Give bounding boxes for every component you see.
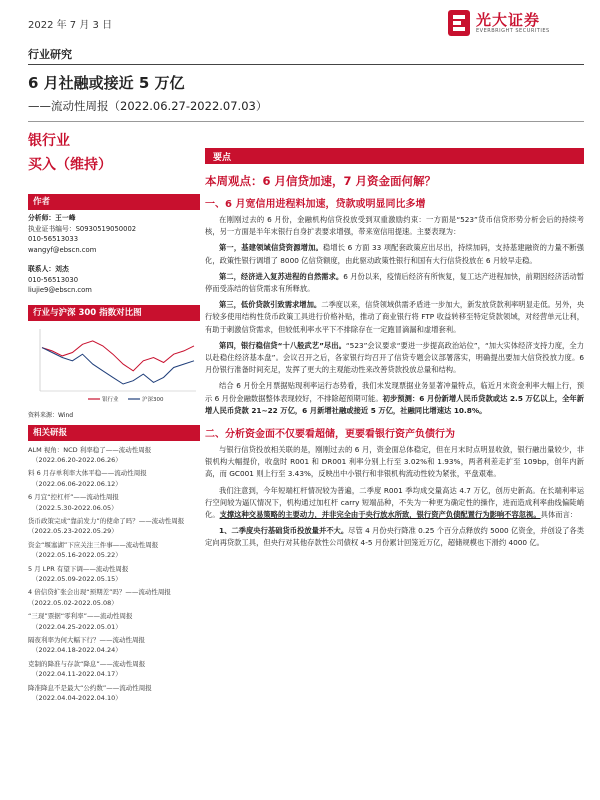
report-date: 2022 年 7 月 3 日 xyxy=(28,20,113,31)
chart-section-header: 行业与沪深 300 指数对比图 xyxy=(28,305,200,321)
s2-p2-end: 具体而言： xyxy=(540,510,578,520)
s1-paragraph-5 xyxy=(205,340,584,377)
logo-chinese-name: 光大证券 xyxy=(476,11,541,29)
s1-p3-body: 6 月份以来，疫情后经济有所恢复，复工达产进程加快，前期因经济活动暂停而受冻结的信贷需求有所释放。 xyxy=(205,271,584,294)
s1-p2-lead: 第一，基建领域信贷资源增加。 xyxy=(219,243,323,253)
related-reports-list xyxy=(28,445,200,704)
related-report-title[interactable]: 资金“堰塞湖”下应关注三件事——流动性周报 xyxy=(28,540,159,549)
s2-paragraph-1: 与银行信贷投放相关联的是，刚刚过去的 6 月，资金面总体稳定，但在月末时点明显收敛，银行融出量较少，非银机构大幅提价，收盘时 R001 和 DR001 利率分别上行至 3.02%和 1.93%，两者利差走扩至 109bp，创年内新高，而 GC001 则上行至 3.43%，反映出中小银行和非银机构流动性较为紧张，平盘艰难。 xyxy=(205,445,584,479)
related-report-date: （2022.04.25-2022.05.01） xyxy=(32,622,122,631)
related-report-item[interactable] xyxy=(28,468,200,489)
industry-label: 银行业 xyxy=(28,133,70,149)
s1-p6-body: 结合 6 月份全月票据贴现利率运行态势看，我们未发现票据业务显著冲量特点，临近月末资金利率大幅上行，预示 6 月份金融数据整体表现较好，不排除超预期可能。 xyxy=(205,381,584,403)
related-report-item[interactable] xyxy=(28,445,200,466)
related-report-item[interactable] xyxy=(28,611,200,632)
s1-paragraph-4 xyxy=(205,299,584,336)
analyst-cert: 执业证书编号：S0930519050002 xyxy=(28,224,137,233)
related-report-item[interactable] xyxy=(28,540,200,561)
related-report-item[interactable] xyxy=(28,659,200,680)
s2-paragraph-3 xyxy=(205,525,584,549)
contact-name: 联系人：刘杰 xyxy=(28,265,69,273)
related-report-title[interactable]: ALM 视角：NCD 利率稳了——流动性周报 xyxy=(28,445,152,454)
s1-p5-body: “523”会议要求“要进一步提高政治站位”，“加大实体经济支持力度，全力以赴稳住经济基本盘”。会议召开之后，各家银行均召开了信贷专题会议部署落实，明确提出要加大信贷投放力度。6 月份银行准备时间充足，发挥了更大的主观能动性来改善贷款投放总量和结构。 xyxy=(205,340,585,375)
related-report-item[interactable] xyxy=(28,564,200,585)
related-report-title[interactable]: “三现”票据“零利率”——流动性周报 xyxy=(28,612,133,621)
related-report-item[interactable] xyxy=(28,516,200,537)
related-report-date: （2022.05.09-2022.05.15） xyxy=(32,574,122,583)
analyst-email[interactable]: wangyf@ebscn.com xyxy=(28,245,97,254)
s2-p3-lead: 1、二季度央行基础货币投放量并不大。 xyxy=(219,526,349,536)
contact-email[interactable]: liujie9@ebscn.com xyxy=(28,286,92,294)
related-report-date: （2022.04.11-2022.04.17） xyxy=(32,670,122,679)
related-report-item[interactable] xyxy=(28,635,200,656)
related-report-date: （2022.04.18-2022.04.24） xyxy=(32,646,122,655)
related-section-header: 相关研报 xyxy=(28,425,200,441)
s2-p2-body: 我们注意到，今年短端杠杆情况较为普遍，二季度 R001 季均成交量高达 4.7 万亿，创历史新高。在长端利率运行空间较为逼仄情况下，机构通过加杠杆 carry 短端品种，不失为一种更为确定性的操作，进而造成利率曲线偏陡峭化。 xyxy=(205,485,584,520)
sidebar xyxy=(28,130,200,706)
key-points-header: 要点 xyxy=(205,148,584,164)
section-2-title: 二、分析资金面不仅要看超储，更要看银行资产负债行为 xyxy=(205,429,455,441)
main-content xyxy=(205,148,584,550)
s2-paragraph-2 xyxy=(205,485,584,522)
report-title: 6 月社融或接近 5 万亿 xyxy=(28,74,185,92)
s1-p5-lead: 第四，银行稳信贷“十八般武艺”尽出。 xyxy=(219,340,346,350)
related-report-title[interactable]: 6 月宜“控杠杆”——流动性周报 xyxy=(28,493,119,502)
everbright-logo-icon xyxy=(448,10,470,36)
authors-section-header: 作者 xyxy=(28,194,200,210)
report-category: 行业研究 xyxy=(28,48,72,61)
legend-label-bank: 银行业 xyxy=(102,396,119,403)
related-report-date: （2022.04.04-2022.04.10） xyxy=(32,694,122,703)
analyst-name: 分析师：王一峰 xyxy=(28,214,76,222)
related-report-title[interactable]: 料 6 月存单利率大体平稳——流动性周报 xyxy=(28,469,147,478)
section-1-title: 一、6 月宽信用进程料加速，贷款或明显同比多增 xyxy=(205,199,426,210)
header-divider xyxy=(28,64,584,65)
s1-paragraph-1: 在刚刚过去的 6 月份，金融机构信贷投放受到双重激励约束：一方面是“523”货币信贷形势分析会后的持续考核，另一方面是半年末银行自身扩表要求增强，带来宽信用提速。主要表现为： xyxy=(205,215,584,237)
chart-svg xyxy=(28,321,200,407)
series-line-hs300 xyxy=(42,347,194,383)
s1-p4-body: 二季度以来，信贷领域供需矛盾进一步加大，新发放贷款利率明显走低。另外，央行较多使用结构性货币政策工具进行价格补贴，推动了商业银行将 FTP 收益转移至特定贷款领域，对经营单元让利，有助于刺激信贷需求，但较低利率水平下不排除存在一定跑冒滴漏和虚增套利。 xyxy=(205,300,584,334)
title-divider xyxy=(28,121,584,122)
s2-p2-emphasis: 支撑这种交易策略的主要动力，并非完全由于央行放水所致，银行资产负债配置行为影响不容忽视。 xyxy=(219,510,541,520)
chart-source: 资料来源：Wind xyxy=(28,411,74,419)
related-report-title[interactable]: 克制的降准与存款“降息”——流动性周报 xyxy=(28,659,146,668)
related-report-title[interactable]: 隔夜利率为何大幅下行？——流动性周报 xyxy=(28,636,145,644)
related-report-date: （2022.5.30-2022.06.05） xyxy=(32,503,118,512)
s1-p3-lead: 第二，经济进入复苏进程的自然需求。 xyxy=(219,271,344,281)
s1-paragraph-3 xyxy=(205,271,584,295)
s1-p6-forecast: 初步预测：6 月份新增人民币贷款或达 2.5 万亿以上，全年新增人民币贷款 21~22 万亿，6 月新增社融或接近 5 万亿，社融同比增速达 10.8%。 xyxy=(205,393,585,415)
related-report-date: （2022.05.16-2022.05.22） xyxy=(32,551,122,560)
index-comparison-chart xyxy=(28,321,200,417)
s1-paragraph-2 xyxy=(205,242,584,266)
related-report-item[interactable] xyxy=(28,683,200,704)
report-subtitle: ——流动性周报（2022.06.27-2022.07.03） xyxy=(28,99,268,113)
s1-p2-body: 稳增长 6 方面 33 项配套政策应出尽出，持续加码，支持基建融资的力量不断强化，政策性银行调增了 8000 亿信贷额度，由此驱动政策性银行和国有大行信贷投放在 6 月较早走稳。 xyxy=(205,243,585,265)
related-report-date: （2022.06.06-2022.06.12） xyxy=(32,479,122,488)
related-report-item[interactable] xyxy=(28,492,200,513)
legend-label-hs300: 沪深300 xyxy=(142,396,164,403)
brand-logo xyxy=(448,6,588,40)
rating-label: 买入（维持） xyxy=(28,157,112,173)
s2-p3-body: 尽管 4 月份央行降准 0.25 个百分点释放约 5000 亿资金，并创设了各类定向再贷款工具，但央行对其他存款性公司债权 4-5 月份累计回笼近万亿，超储规模也下滑约 4000 亿。 xyxy=(205,526,585,548)
s1-p4-lead: 第三，低价贷款引致需求增加。 xyxy=(219,300,322,310)
logo-english-name: EVERBRIGHT SECURITIES xyxy=(476,28,550,34)
contact-phone: 010-56513030 xyxy=(28,275,79,284)
analyst-phone: 010-56513033 xyxy=(28,235,79,243)
related-report-title[interactable]: 4 倍信贷扩张会出现“预期差”吗？——流动性周报（2022.05.02-2022.05.08） xyxy=(28,588,171,607)
headline: 本周观点：6 月信贷加速，7 月资金面何解？ xyxy=(205,174,437,188)
related-report-title[interactable]: 货币政策完成“靠前发力”的使命了吗？——流动性周报（2022.05.23-2022.05.29） xyxy=(28,516,185,536)
s1-paragraph-6 xyxy=(205,380,584,417)
related-report-title[interactable]: 5 月 LPR 有望下调——流动性周报 xyxy=(28,564,129,573)
series-line-bank xyxy=(42,340,194,370)
related-report-item[interactable] xyxy=(28,587,200,608)
related-report-title[interactable]: 降准降息不是最大“公约数”——流动性周报 xyxy=(28,683,152,692)
related-report-date: （2022.06.20-2022.06.26） xyxy=(32,455,122,464)
